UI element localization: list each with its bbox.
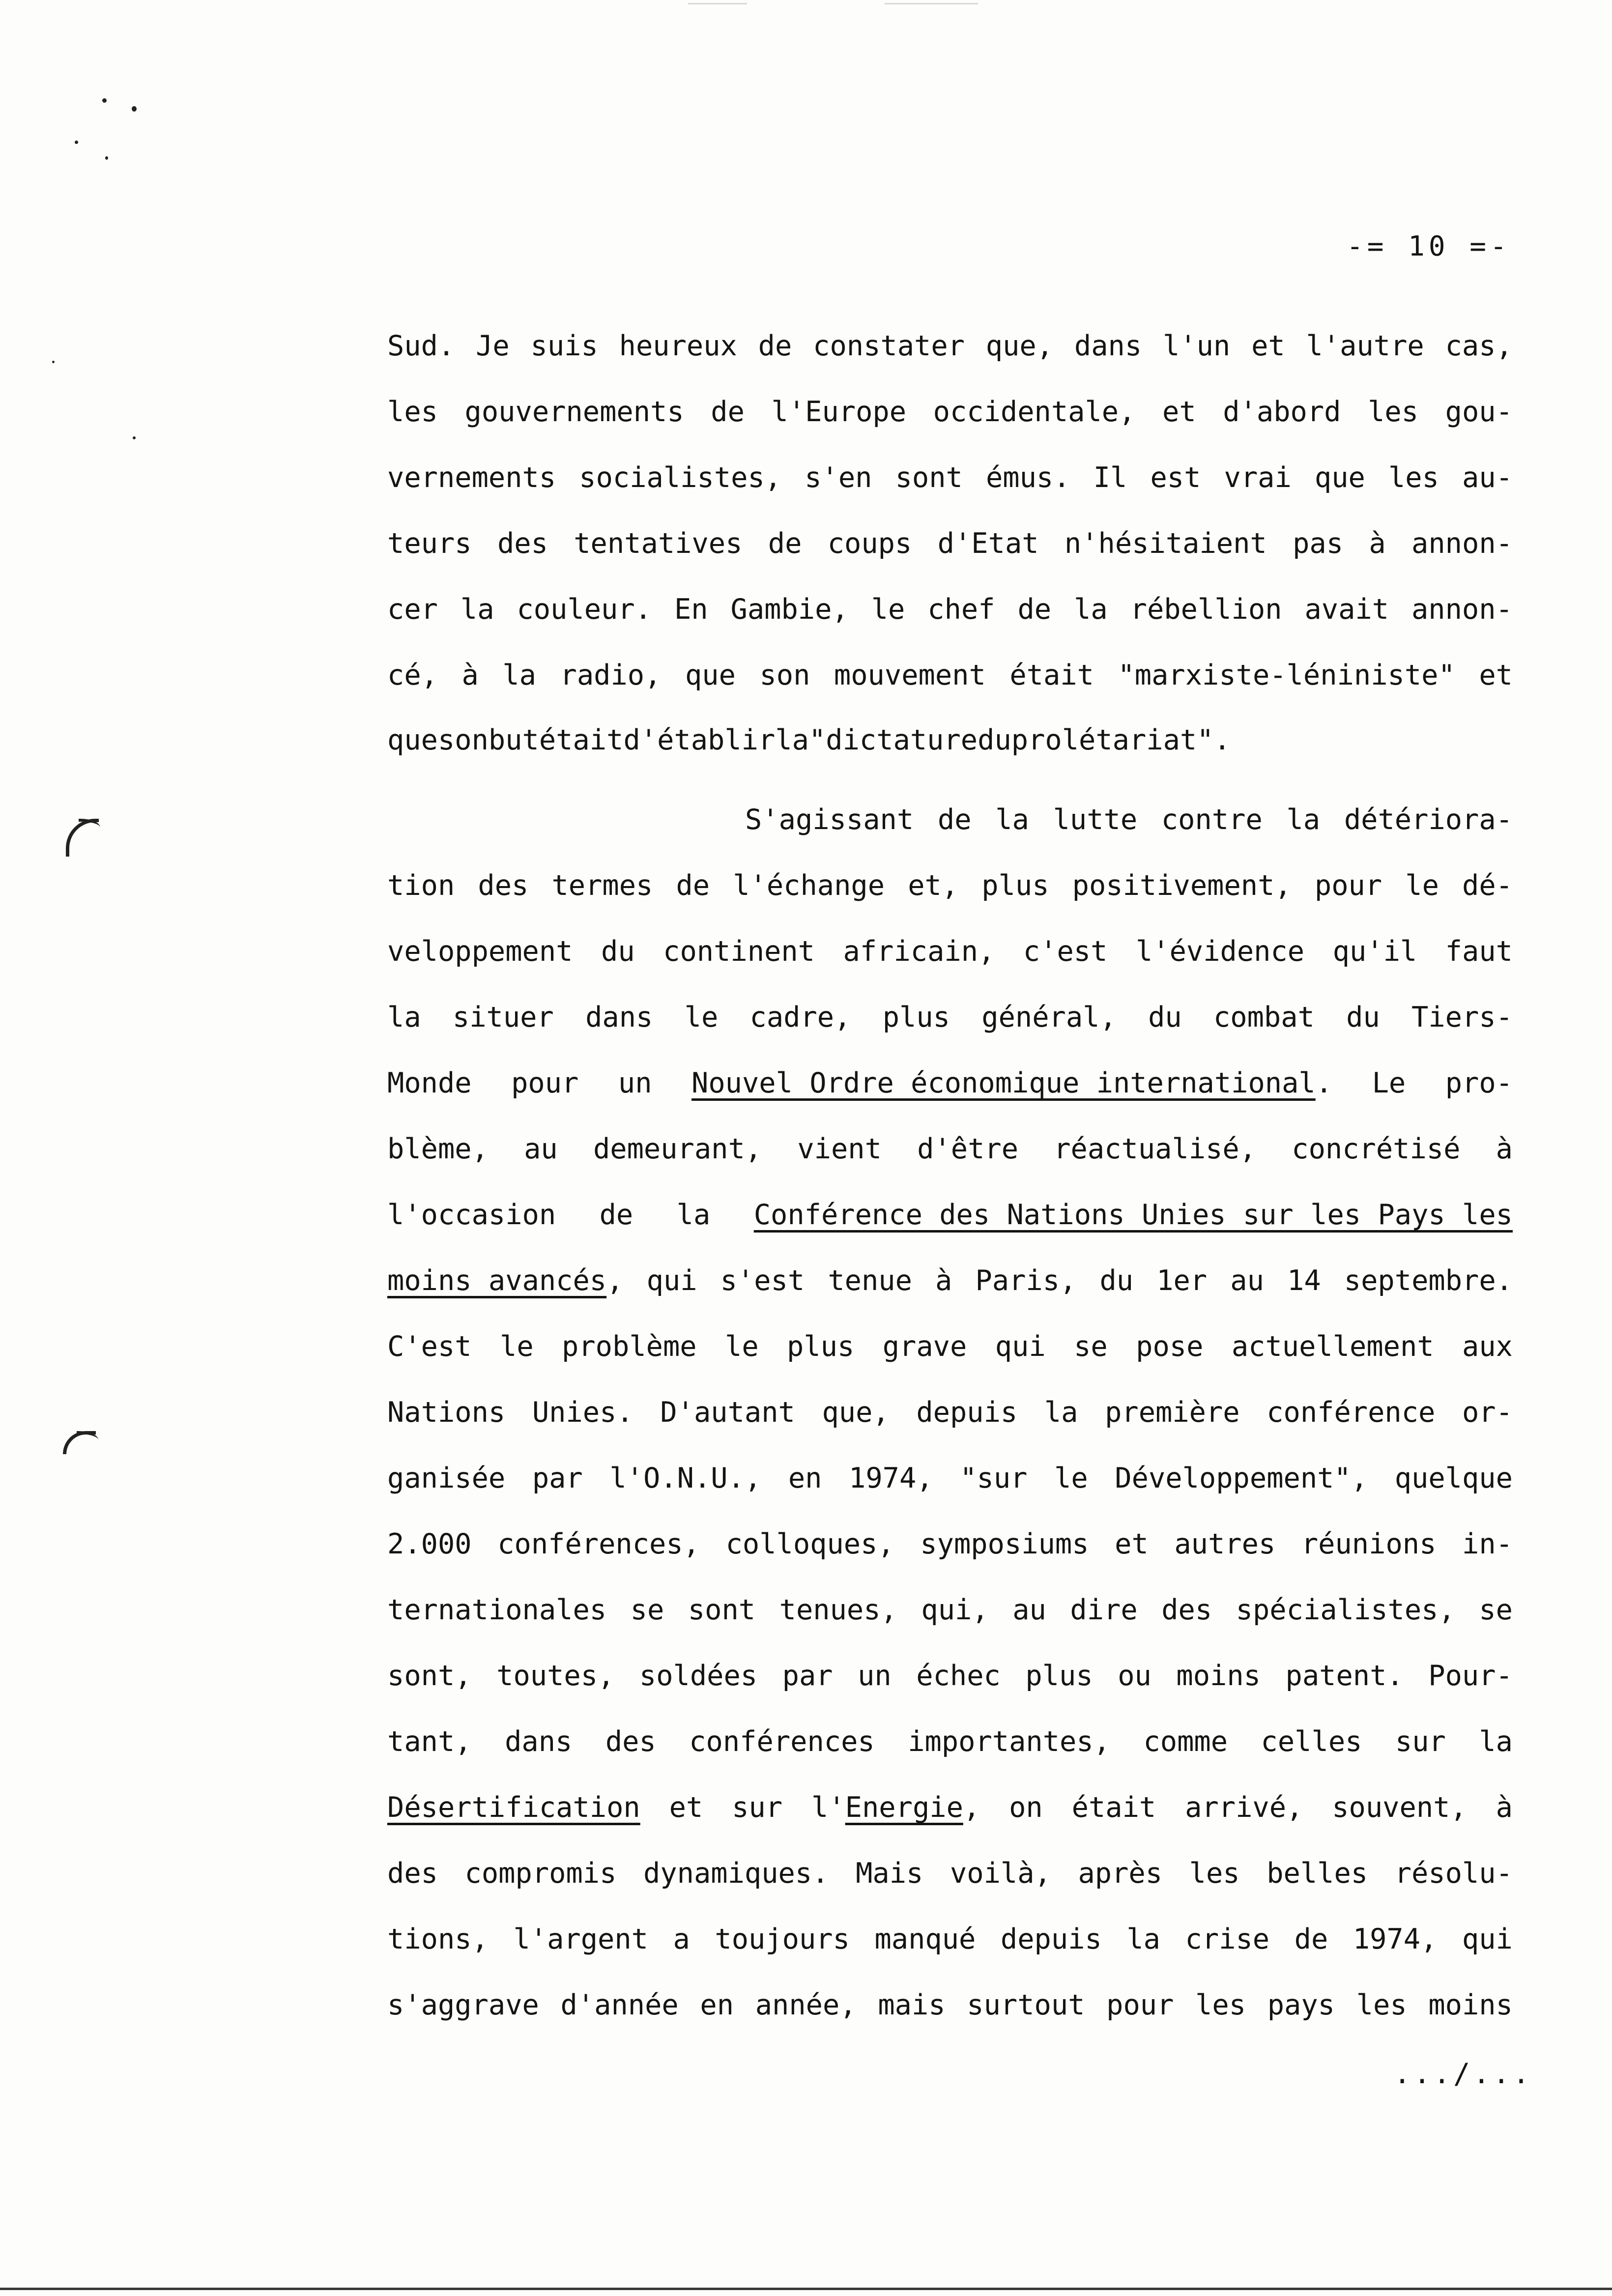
text-line: tant, dans des conférences importantes, comme celles sur la [387,1725,1513,1758]
text-line: Nations Unies. D'autant que, depuis la première conférence or- [387,1396,1513,1429]
scan-speck [132,106,137,112]
scan-speck [105,156,108,160]
text-line: tion des termes de l'échange et, plus positivement, pour le dé- [387,869,1513,902]
text-line: 2.000 conférences, colloques, symposiums et autres réunions in- [387,1528,1513,1560]
text-line: C'est le problème le plus grave qui se pose actuellement aux [387,1330,1513,1363]
text-line: que son but était d'établir la "dictature du prolétariat". [387,724,1231,756]
text-line: l'occasion de la Conférence des Nations Unies sur les Pays les [387,1199,1513,1231]
continuation-marker: .../... [1394,2058,1533,2090]
page-number: -= 10 =- [1347,230,1511,262]
text-line: ganisée par l'O.N.U., en 1974, "sur le Développement", quelque [387,1462,1513,1494]
scan-smudge [885,3,978,4]
text-line: la situer dans le cadre, plus général, du combat du Tiers- [387,1001,1513,1033]
text-line: moins avancés, qui s'est tenue à Paris, du 1er au 14 septembre. [387,1264,1513,1297]
text-line: Sud. Je suis heureux de constater que, dans l'un et l'autre cas, [387,330,1513,362]
text-line: ternationales se sont tenues, qui, au dire des spécialistes, se [387,1594,1513,1626]
text-line: vernements socialistes, s'en sont émus. Il est vrai que les au- [387,461,1513,494]
text-line: s'aggrave d'année en année, mais surtout pour les pays les moins [387,1989,1513,2021]
scan-speck [75,141,78,144]
text-line: les gouvernements de l'Europe occidentale, et d'abord les gou- [387,396,1513,428]
scan-speck [52,361,55,363]
text-line: sont, toutes, soldées par un échec plus ou moins patent. Pour- [387,1660,1513,1692]
text-line: veloppement du continent africain, c'est l'évidence qu'il faut [387,935,1513,968]
text-line: S'agissant de la lutte contre la détériora- [745,804,1513,836]
scan-speck [133,436,136,439]
scan-smudge [688,3,747,4]
text-line: blème, au demeurant, vient d'être réactualisé, concrétisé à [387,1133,1513,1165]
text-line: teurs des tentatives de coups d'Etat n'hésitaient pas à annon- [387,527,1513,560]
text-line: cé, à la radio, que son mouvement était "marxiste-léniniste" et [387,659,1513,691]
text-line: des compromis dynamiques. Mais voilà, après les belles résolu- [387,1857,1513,1890]
text-line: Monde pour un Nouvel Ordre économique international. Le pro- [387,1067,1513,1099]
text-line: cer la couleur. En Gambie, le chef de la rébellion avait annon- [387,593,1513,626]
text-line: Désertification et sur l'Energie, on était arrivé, souvent, à [387,1791,1513,1824]
scan-speck [102,98,107,103]
bottom-edge-line [0,2288,1612,2290]
text-line: tions, l'argent a toujours manqué depuis la crise de 1974, qui [387,1923,1513,1955]
